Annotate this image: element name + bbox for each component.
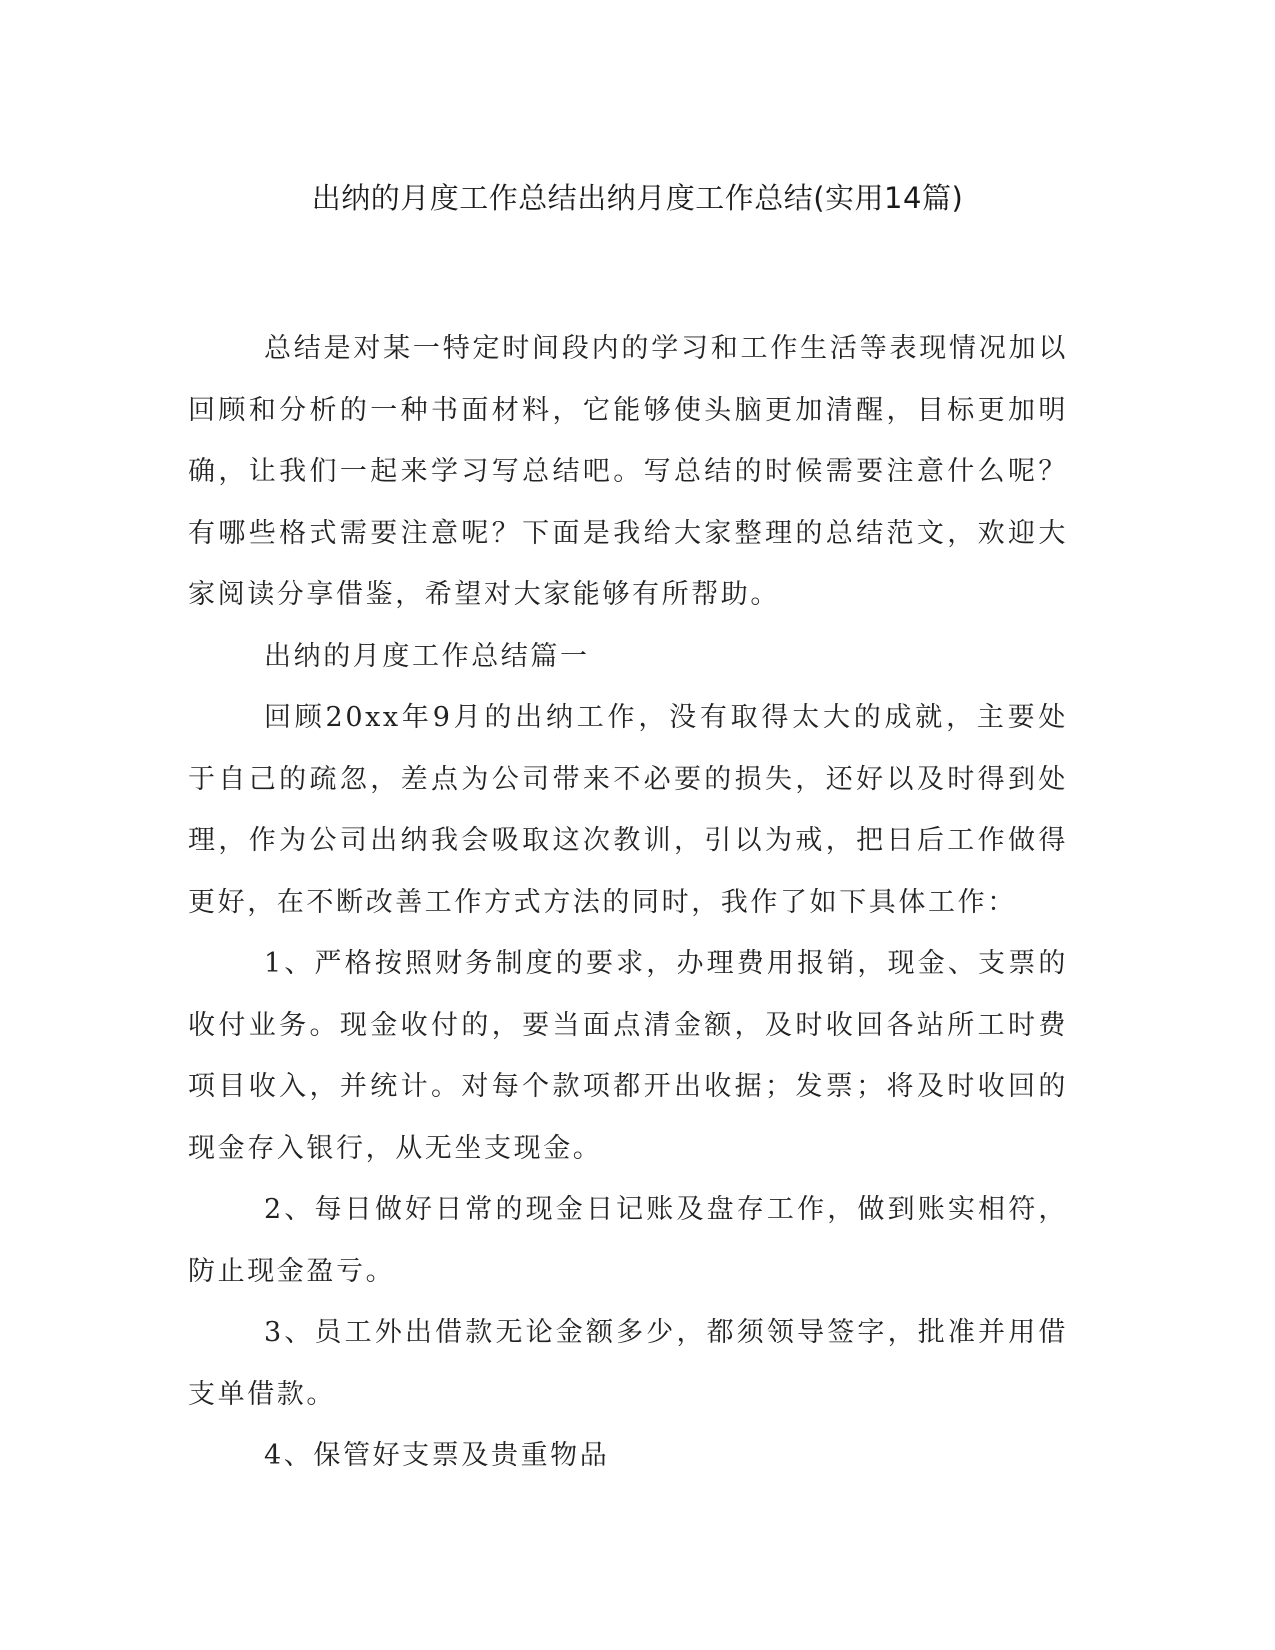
intro-paragraph: 总结是对某一特定时间段内的学习和工作生活等表现情况加以回顾和分析的一种书面材料，它能够使头脑更加清醒，目标更加明确，让我们一起来学习写总结吧。写总结的时候需要注意什么呢？有哪些格式需要注意呢？下面是我给大家整理的总结范文，欢迎大家阅读分享借鉴，希望对大家能够有所帮助。 (188, 333, 1068, 610)
section-heading: 出纳的月度工作总结篇一 (264, 640, 590, 672)
list-item-2: 2、每日做好日常的现金日记账及盘存工作，做到账实相符，防止现金盈亏。 (188, 1194, 1068, 1287)
list-item-3: 3、员工外出借款无论金额多少，都须领导签字，批准并用借支单借款。 (188, 1317, 1068, 1410)
list-item-4: 4、保管好支票及贵重物品 (264, 1440, 610, 1471)
document-title: 出纳的月度工作总结出纳月度工作总结(实用14篇) (311, 181, 964, 215)
document-body (188, 318, 1068, 1487)
list-item-1: 1、严格按照财务制度的要求，办理费用报销，现金、支票的收付业务。现金收付的，要当面点清金额，及时收回各站所工时费项目收入，并统计。对每个款项都开出收据；发票；将及时收回的现金存入银行，从无坐支现金。 (188, 948, 1068, 1164)
review-paragraph: 回顾20xx年9月的出纳工作，没有取得太大的成就，主要处于自己的疏忽，差点为公司带来不必要的损失，还好以及时得到处理，作为公司出纳我会吸取这次教训，引以为戒，把日后工作做得更好，在不断改善工作方式方法的同时，我作了如下具体工作： (188, 702, 1068, 918)
